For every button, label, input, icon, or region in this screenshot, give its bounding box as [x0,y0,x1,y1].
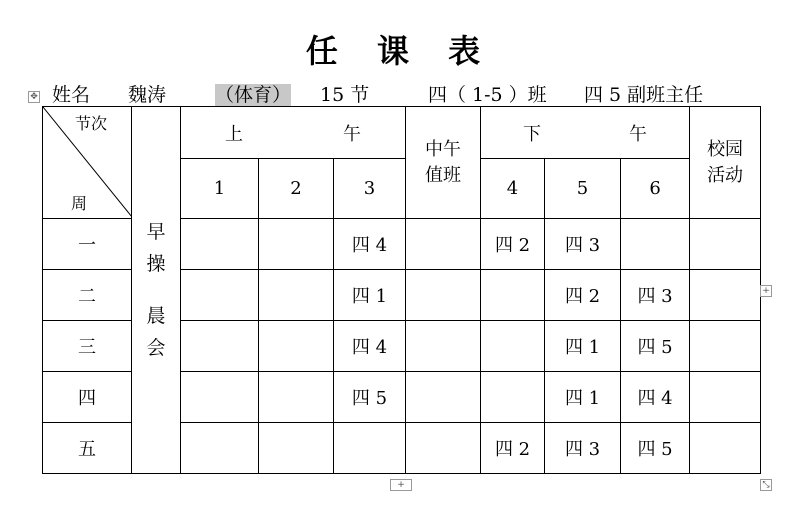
table-cell[interactable]: 四 3 [545,423,621,474]
subject-text [215,80,291,107]
day-label: 三 [43,321,132,372]
teacher-role: 四 5 副班主任 [584,84,704,106]
name-label: 姓名 [52,84,91,106]
table-cell[interactable] [259,321,334,372]
period-header-6: 6 [621,159,690,219]
table-cell[interactable] [481,372,545,423]
table-cell[interactable]: 四 1 [545,321,621,372]
day-label: 四 [43,372,132,423]
schedule-table [42,106,761,474]
table-cell[interactable]: 四 5 [621,423,690,474]
table-cell[interactable] [181,372,259,423]
table-cell[interactable]: 四 5 [334,372,406,423]
table-cell[interactable] [259,270,334,321]
table-cell[interactable]: 四 4 [621,372,690,423]
add-row-plus-icon[interactable]: + [390,479,412,491]
noon-duty-cell[interactable] [406,423,481,474]
noon-duty-cell[interactable] [406,321,481,372]
campus-activity-header [690,107,761,219]
campus-activity-cell[interactable] [690,372,761,423]
table-cell[interactable]: 四 1 [334,270,406,321]
table-cell[interactable] [181,423,259,474]
morning-exercise-char-1: 早 [146,221,166,243]
day-label: 一 [43,219,132,270]
period-count: 15 节 [320,84,370,106]
table-cell[interactable] [259,423,334,474]
morning-meeting-char-1: 晨 [146,305,166,327]
afternoon-header [481,107,690,159]
afternoon-char-1: 下 [523,123,542,145]
table-cell[interactable]: 四 4 [334,219,406,270]
noon-duty-line-2: 值班 [425,164,462,186]
table-cell[interactable] [259,219,334,270]
period-header-1: 1 [181,159,259,219]
morning-activity-gap [132,280,180,300]
noon-duty-cell[interactable] [406,372,481,423]
corner-header-cell [43,107,132,219]
campus-activity-cell[interactable] [690,423,761,474]
noon-duty-line-1: 中午 [425,138,462,160]
morning-activity-cell [132,107,181,474]
morning-exercise-char-2: 操 [146,253,166,275]
campus-activity-cell[interactable] [690,219,761,270]
subject-highlight: （体育） [215,84,292,106]
zhou-label: 周 [71,194,88,213]
campus-activity-cell[interactable] [690,270,761,321]
noon-duty-cell[interactable] [406,270,481,321]
morning-header [181,107,406,159]
jieci-label: 节次 [75,114,108,133]
table-cell[interactable] [334,423,406,474]
campus-activity-line-1: 校园 [707,138,744,160]
campus-activity-line-2: 活动 [707,164,744,186]
table-cell[interactable]: 四 4 [334,321,406,372]
table-cell[interactable] [481,321,545,372]
table-cell[interactable]: 四 3 [621,270,690,321]
period-header-3: 3 [334,159,406,219]
table-cell[interactable]: 四 1 [545,372,621,423]
table-cell[interactable] [181,219,259,270]
table-cell[interactable] [181,270,259,321]
day-label: 二 [43,270,132,321]
morning-char-2: 午 [343,123,362,145]
table-cell[interactable] [259,372,334,423]
noon-duty-cell[interactable] [406,219,481,270]
period-header-4: 4 [481,159,545,219]
page-title: 任 课 表 [305,32,495,70]
table-cell[interactable] [481,270,545,321]
noon-duty-header [406,107,481,219]
campus-activity-cell[interactable] [690,321,761,372]
period-header-5: 5 [545,159,621,219]
table-cell[interactable]: 四 3 [545,219,621,270]
add-column-plus-icon[interactable]: + [760,285,772,297]
morning-meeting-char-2: 会 [146,337,166,359]
teacher-name: 魏涛 [128,84,167,106]
table-cell[interactable] [621,219,690,270]
day-label: 五 [43,423,132,474]
table-cell[interactable]: 四 2 [545,270,621,321]
class-range: 四（ 1-5 ）班 [428,84,547,106]
table-cell[interactable]: 四 5 [621,321,690,372]
morning-char-1: 上 [225,123,244,145]
table-cell[interactable]: 四 2 [481,423,545,474]
table-cell[interactable]: 四 2 [481,219,545,270]
table-cell[interactable] [181,321,259,372]
period-header-2: 2 [259,159,334,219]
afternoon-char-2: 午 [629,123,648,145]
table-move-icon[interactable]: ✥ [28,91,40,103]
table-resize-icon[interactable]: ⤡ [760,479,772,491]
